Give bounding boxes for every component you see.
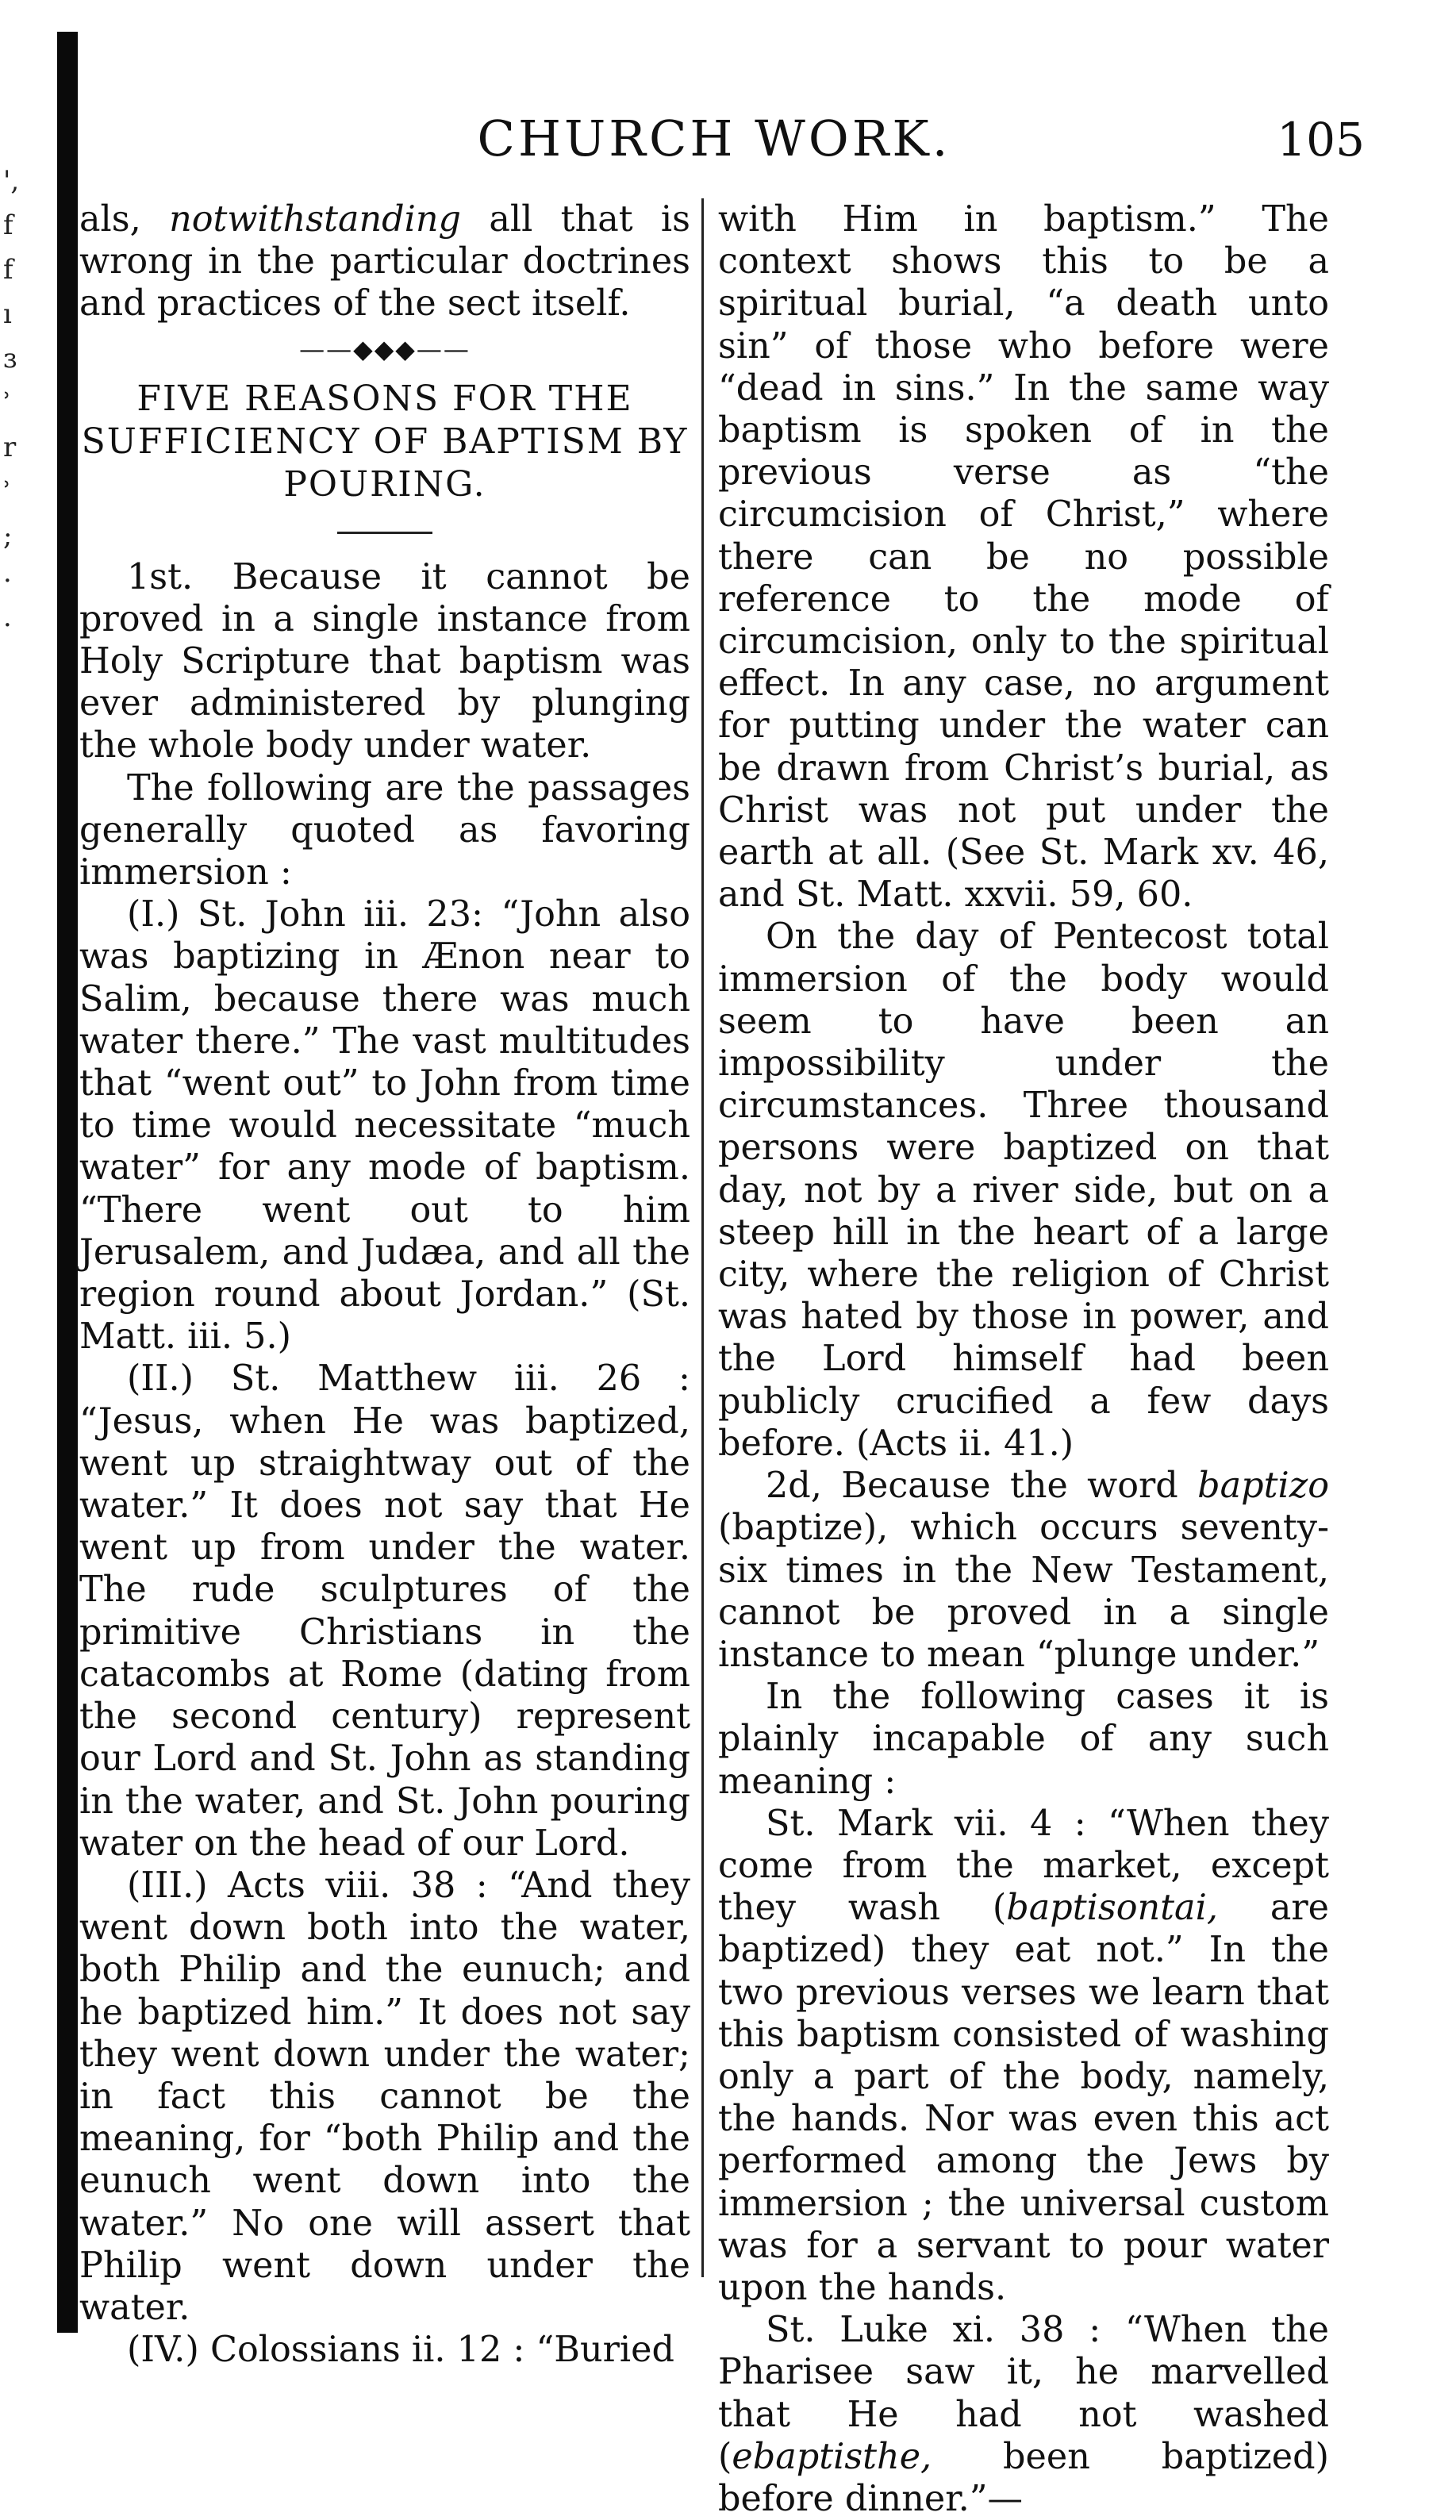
section-ornament: ——◆◆◆——: [299, 333, 471, 364]
running-title: CHURCH WORK.: [477, 109, 951, 167]
margin-mark: f: [3, 254, 13, 286]
margin-mark: ɜ: [3, 343, 17, 375]
margin-mark: ı: [3, 298, 12, 330]
greek-term: baptizo: [1197, 1466, 1329, 1507]
paragraph: 1st. Because it cannot be proved in a single instance from Holy Scripture that baptism was ever administered by plunging the whole body under water.: [79, 556, 690, 766]
margin-mark: r: [3, 432, 17, 463]
section-heading: FIVE REASONS FOR THE SUFFICIENCY OF BAPTISM BY POURING.: [81, 378, 689, 505]
margin-marks: [3, 159, 35, 647]
paragraph: (II.) St. Matthew iii. 26 : “Jesus, when He was baptized, went up straightway out of the water.” It does not say that He went up from under the water. The rude sculptures of the primitive Christians in the catacombs at Rome (dating from the second century) represent our Lord and St. John as standing in the water, and St. John pouring water on the head of our Lord.: [79, 1358, 690, 1864]
text-run: 2d, Because the word: [766, 1466, 1198, 1507]
paragraph: [718, 1465, 1329, 1676]
greek-term: ebaptisthe,: [732, 2436, 932, 2477]
greek-term: baptisontai,: [1006, 1888, 1218, 1929]
opening-prefix: als,: [79, 199, 170, 240]
opening-rest: all that is wrong in the particular doctrines and practices of the sect itself.: [79, 199, 690, 325]
column-divider: [701, 198, 704, 2277]
text-run: are baptized) they eat not.” In the two previous verses we learn that this baptism consisted of washing only a part of the body, namely, the hands. Nor was even this act performed among the Jews by immersion ; the universal custom was for a servant to pour water upon the hands.: [718, 1888, 1329, 2308]
paragraph: [718, 1803, 1329, 2309]
margin-mark: ',: [3, 165, 20, 197]
binding-edge: [57, 32, 78, 2333]
paragraph: (I.) St. John iii. 23: “John also was baptizing in Ænon near to Salim, because there was much water there.” The vast multitudes that “went out” to John from time to time would necessitate “much water” for any mode of baptism. “There went out to him Jerusalem, and Judæa, and all the region round about Jordan.” (St. Matt. iii. 5.): [79, 894, 690, 1358]
page-header: [79, 102, 1365, 181]
margin-mark: ʾ: [3, 476, 12, 508]
page-number: 105: [1277, 113, 1365, 167]
text-run: (baptize), which occurs seventy-six times in the New Testament, cannot be proved in a single instance to mean “plunge under.”: [718, 1508, 1329, 1675]
text-run: been baptized) before dinner.”—: [718, 2436, 1329, 2519]
margin-mark: f: [3, 209, 13, 241]
paragraph: (IV.) Colossians ii. 12 : “Buried: [127, 2330, 674, 2371]
text-run: St. Luke xi. 38 : “When the Pharisee saw it, he marvelled that He had not washed (: [718, 2310, 1329, 2477]
margin-mark: ·: [3, 565, 12, 597]
heading-rule: [337, 532, 432, 534]
opening-fragment: [79, 198, 690, 325]
paragraph: In the following cases it is plainly incapable of any such meaning :: [718, 1677, 1329, 1802]
opening-emphasis: notwithstanding: [169, 199, 462, 240]
margin-mark: ·: [3, 609, 12, 641]
left-column: [79, 198, 690, 2371]
margin-mark: ;: [3, 521, 13, 552]
paragraph: [718, 2309, 1329, 2520]
margin-mark: ʾ: [3, 387, 12, 419]
paragraph: with Him in baptism.” The context shows this to be a spiritual burial, “a death unto sin” of those who before were “dead in sins.” In the same way baptism is spoken of in the previous verse as “the circumcision of Christ,” where there can be no possible reference to the mode of circumcision, only to the spiritual effect. In any case, no argument for putting under the water can be drawn from Christ’s burial, as Christ was not put under the earth at all. (See St. Mark xv. 46, and St. Matt. xxvii. 59, 60.: [718, 199, 1329, 916]
text-run: St. Mark vii. 4 : “When they come from the market, except they wash (: [718, 1803, 1329, 1929]
paragraph: On the day of Pentecost total immersion of the body would seem to have been an impossibility under the circumstances. Three thousand persons were baptized on that day, not by a river side, but on a steep hill in the heart of a large city, where the religion of Christ was hated by those in power, and the Lord himself had been publicly crucified a few days before. (Acts ii. 41.): [718, 916, 1329, 1464]
right-column: [718, 198, 1329, 2520]
paragraph: (III.) Acts viii. 38 : “And they went down both into the water, both Philip and the eunuch; and he baptized him.” It does not say they went down under the water; in fact this cannot be the meaning, for “both Philip and the eunuch went down into the water.” No one will assert that Philip went down under the water.: [79, 1865, 690, 2328]
paragraph: The following are the passages generally quoted as favoring immersion :: [79, 767, 690, 893]
